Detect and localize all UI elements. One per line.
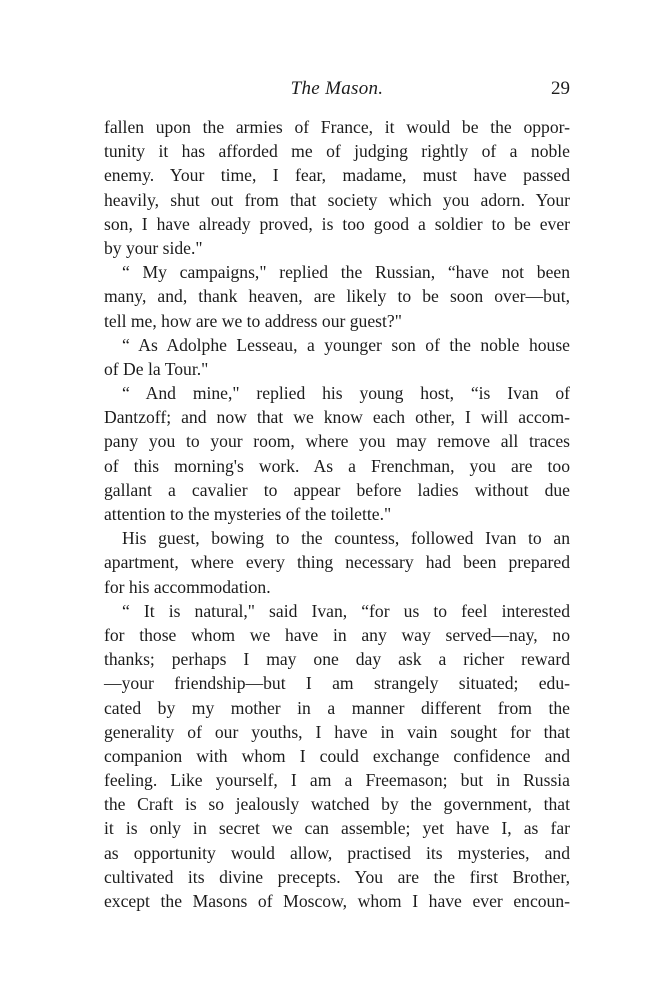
text-line: attention to the mysteries of the toilette." (104, 504, 392, 524)
text-line: —your friendship—but I am strangely situated; edu- (104, 673, 570, 694)
text-line: cated by my mother in a manner different from the (104, 697, 570, 718)
text-line: for his accommodation. (104, 576, 271, 597)
text-line: tunity it has afforded me of judging rightly of a noble (104, 141, 570, 162)
text-line: feeling. Like yourself, I am a Freemason; but in Russia (104, 770, 570, 791)
text-line: of this morning's work. As a Frenchman, you are too (104, 455, 570, 476)
text-line: of De la Tour." (104, 358, 209, 379)
text-line: many, and, thank heaven, are likely to be soon over—but, (104, 286, 570, 307)
text-line: companion with whom I could exchange confidence and (104, 745, 570, 766)
text-line: “ And mine," replied his young host, “is Ivan of (122, 383, 570, 404)
text-line: cultivated its divine precepts. You are the first Brother, (104, 866, 570, 887)
text-line: apartment, where every thing necessary had been prepared (104, 552, 570, 573)
text-line: “ As Adolphe Lesseau, a younger son of the noble house (122, 334, 570, 355)
text-line: by your side." (104, 237, 203, 258)
text-line: thanks; perhaps I may one day ask a richer reward (104, 649, 570, 670)
text-line: “ My campaigns," replied the Russian, “have not been (122, 262, 570, 283)
text-line: generality of our youths, I have in vain sought for that (104, 721, 570, 742)
text-line: the Craft is so jealously watched by the government, that (104, 794, 570, 815)
text-line: heavily, shut out from that society which you adorn. Your (104, 189, 570, 210)
text-line: enemy. Your time, I fear, madame, must have passed (104, 165, 570, 186)
text-line: Dantzoff; and now that we know each other, I will accom- (104, 407, 570, 428)
text-line: for those whom we have in any way served—nay, no (104, 624, 570, 645)
page-header (104, 78, 570, 102)
text-line: it is only in secret we can assemble; yet have I, as far (104, 818, 570, 839)
text-line: son, I have already proved, is too good a soldier to be ever (104, 213, 570, 234)
text-line: fallen upon the armies of France, it would be the oppor- (104, 117, 570, 137)
text-line: gallant a cavalier to appear before ladies without due (104, 479, 570, 500)
text-line: “ It is natural," said Ivan, “for us to feel interested (122, 600, 570, 621)
text-line: as opportunity would allow, practised its mysteries, and (104, 842, 570, 863)
text-line: tell me, how are we to address our guest?" (104, 310, 402, 331)
text-line: except the Masons of Moscow, whom I have ever encoun- (104, 891, 570, 911)
text-line: His guest, bowing to the countess, followed Ivan to an (122, 528, 570, 549)
running-title: The Mason. (290, 78, 384, 99)
page-number: 29 (551, 78, 570, 99)
body-text (104, 115, 570, 913)
text-line: pany you to your room, where you may remove all traces (104, 431, 570, 452)
